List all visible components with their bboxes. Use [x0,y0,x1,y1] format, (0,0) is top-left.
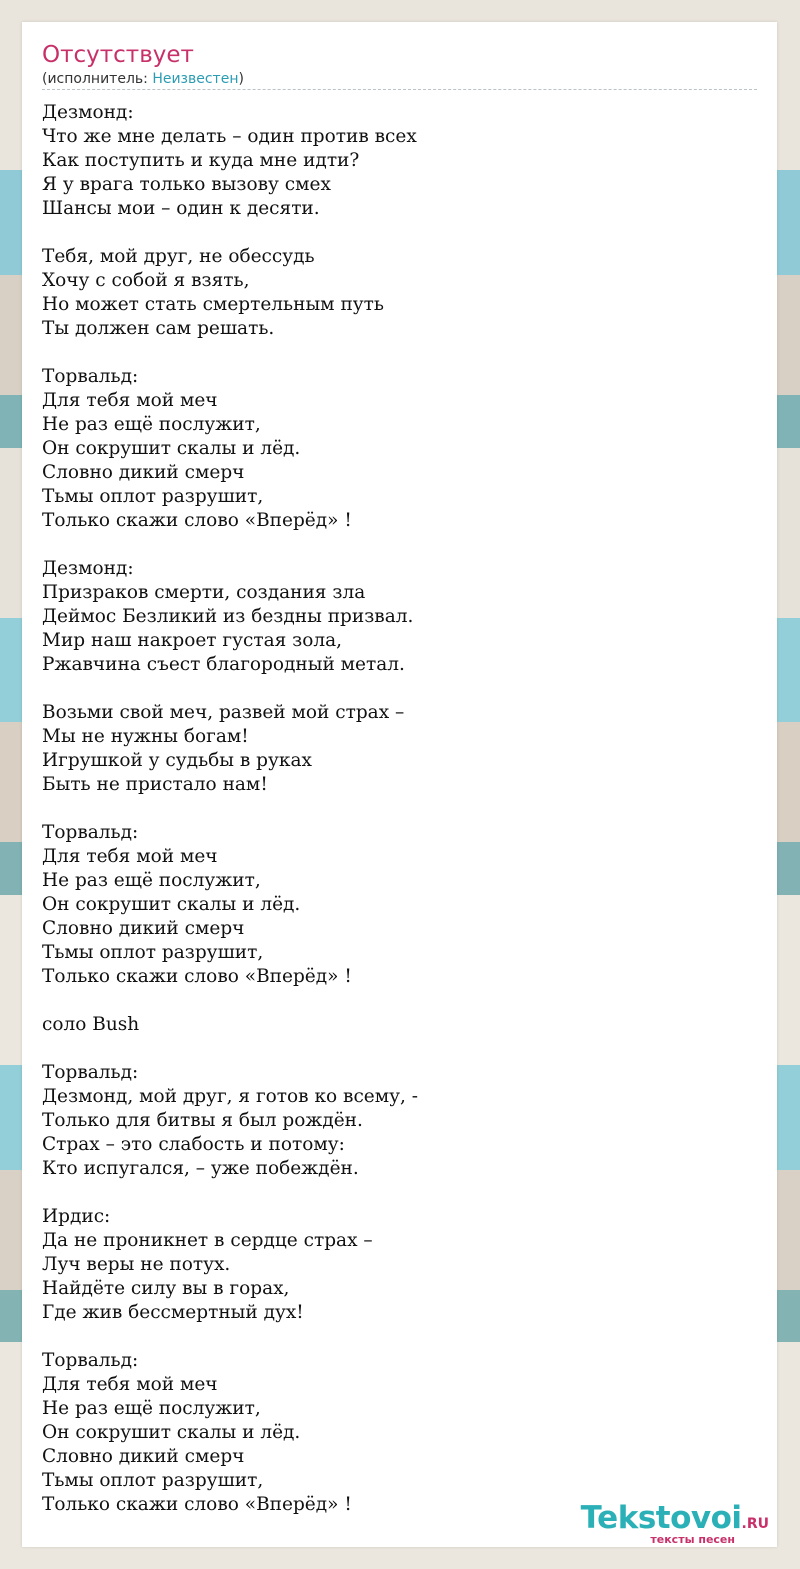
lyrics-line: Он сокрушит скалы и лёд. [42,894,301,915]
lyrics-line: Мы не нужны богам! [42,726,249,747]
lyrics-line: Не раз ещё послужит, [42,870,261,891]
lyrics-line: Не раз ещё послужит, [42,1398,261,1419]
lyrics-line: Дезмонд, мой друг, я готов ко всему, - [42,1086,419,1107]
lyrics-line: Где жив бессмертный дух! [42,1302,304,1323]
lyrics-line: Тьмы оплот разрушит, [42,942,264,963]
lyrics-line: Я у врага только вызову смех [42,174,331,195]
lyrics-line: Луч веры не потух. [42,1254,231,1275]
lyrics-line: Дезмонд: [42,102,134,123]
lyrics-blank-line [42,797,742,821]
lyrics-line: Не раз ещё послужит, [42,414,261,435]
lyrics-line: Мир наш накроет густая зола, [42,630,343,651]
lyrics-line: Как поступить и куда мне идти? [42,150,360,171]
lyrics-line: Дезмонд: [42,558,134,579]
lyrics-line: Только скажи слово «Вперёд» ! [42,1494,352,1515]
title-divider [42,89,757,90]
lyrics-line: Шансы мои – один к десяти. [42,198,320,219]
lyrics-blank-line [42,1325,742,1349]
lyrics-card [22,22,777,1547]
lyrics-blank-line [42,533,742,557]
logo-tld: .RU [741,1516,769,1532]
lyrics-line: Ржавчина съест благородный метал. [42,654,405,675]
lyrics-line: Призраков смерти, создания зла [42,582,366,603]
lyrics-line: Торвальд: [42,822,139,843]
artist-prefix: (исполнитель: [42,71,153,87]
lyrics-line: Только скажи слово «Вперёд» ! [42,966,352,987]
lyrics-blank-line [42,1181,742,1205]
lyrics-line: Для тебя мой меч [42,846,218,867]
lyrics-line: Тьмы оплот разрушит, [42,1470,264,1491]
lyrics-line: соло Bush [42,1014,140,1035]
lyrics-blank-line [42,677,742,701]
lyrics-line: Только скажи слово «Вперёд» ! [42,510,352,531]
lyrics-line: Деймос Безликий из бездны призвал. [42,606,414,627]
lyrics-line: Для тебя мой меч [42,390,218,411]
logo-tagline: тексты песен [650,1533,735,1546]
lyrics-line: Словно дикий смерч [42,918,245,939]
lyrics-line: Возьми свой меч, развей мой страх – [42,702,405,723]
lyrics-line: Тебя, мой друг, не обессудь [42,246,315,267]
lyrics-line: Что же мне делать – один против всех [42,126,417,147]
lyrics-blank-line [42,1037,742,1061]
song-title: Отсутствует [42,42,194,68]
lyrics-line: Тьмы оплот разрушит, [42,486,264,507]
artist-line [42,70,244,88]
lyrics-line: Торвальд: [42,1062,139,1083]
lyrics-text [42,101,742,1517]
lyrics-line: Только для битвы я был рождён. [42,1110,363,1131]
lyrics-line: Быть не пристало нам! [42,774,268,795]
lyrics-line: Страх – это слабость и потому: [42,1134,345,1155]
lyrics-blank-line [42,221,742,245]
lyrics-line: Он сокрушит скалы и лёд. [42,438,301,459]
lyrics-line: Хочу с собой я взять, [42,270,250,291]
lyrics-blank-line [42,341,742,365]
artist-suffix: ) [238,71,244,87]
lyrics-line: Да не проникнет в сердце страх – [42,1230,373,1251]
lyrics-line: Словно дикий смерч [42,462,245,483]
lyrics-line: Ты должен сам решать. [42,318,275,339]
lyrics-line: Торвальд: [42,366,139,387]
lyrics-line: Но может стать смертельным путь [42,294,384,315]
lyrics-line: Торвальд: [42,1350,139,1371]
logo-wordmark: Tekstovoi [580,1500,742,1536]
lyrics-blank-line [42,989,742,1013]
site-logo[interactable] [581,1502,769,1545]
lyrics-line: Кто испугался, – уже побеждён. [42,1158,359,1179]
lyrics-line: Он сокрушит скалы и лёд. [42,1422,301,1443]
lyrics-line: Словно дикий смерч [42,1446,245,1467]
artist-link[interactable]: Неизвестен [152,71,239,87]
lyrics-line: Для тебя мой меч [42,1374,218,1395]
lyrics-line: Найдёте силу вы в горах, [42,1278,290,1299]
lyrics-line: Ирдис: [42,1206,111,1227]
lyrics-line: Игрушкой у судьбы в руках [42,750,312,771]
